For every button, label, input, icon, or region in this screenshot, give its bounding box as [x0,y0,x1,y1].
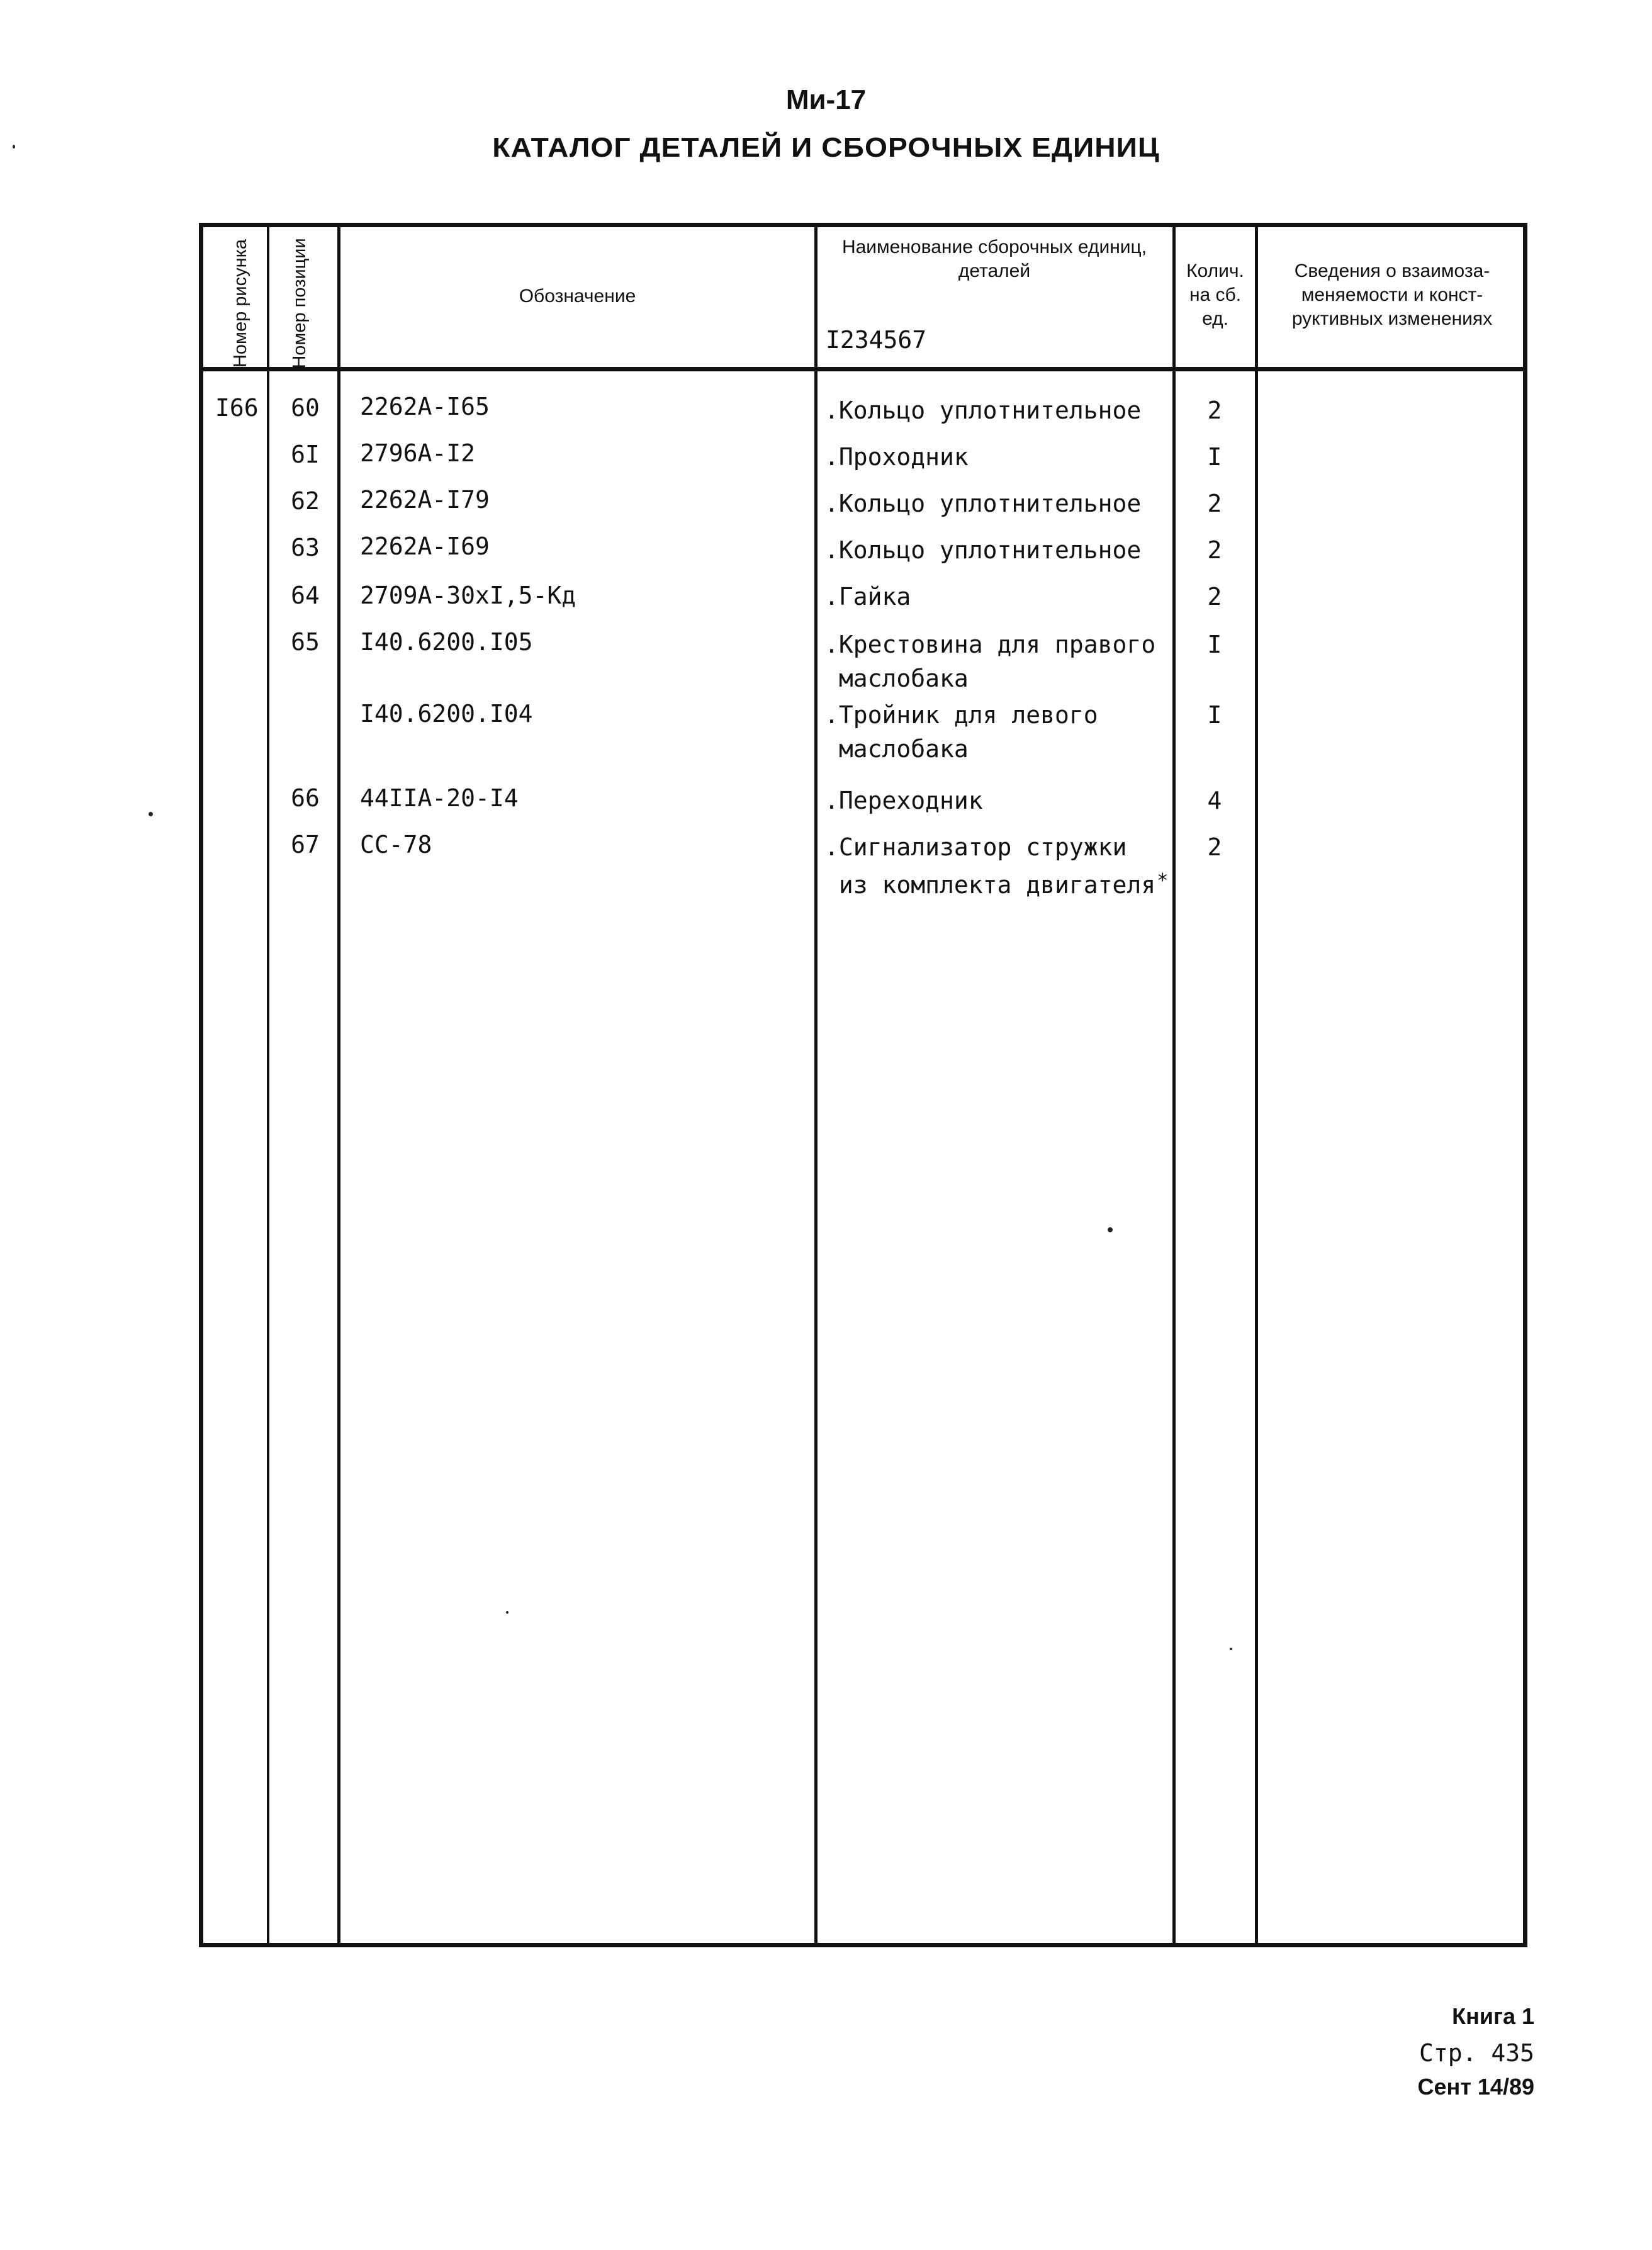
cell-quantity: 4 [1207,787,1222,814]
header-designation: Обозначение [519,286,636,307]
cell-quantity: I [1207,631,1222,658]
cell-designation: 2709A-30xI,5-Кд [360,582,576,609]
cell-name: .Кольцо уплотнительное [824,397,1142,424]
cell-designation: I40.6200.I04 [360,700,533,728]
cell-designation: I40.6200.I05 [360,628,533,656]
cell-name: .Переходник [824,787,983,814]
column-divider [337,223,340,1947]
header-name: Наименование сборочных единиц, деталей [841,237,1147,281]
cell-quantity: I [1207,443,1222,471]
cell-position: 66 [291,784,320,812]
cell-name: .Кольцо уплотнительное [824,490,1142,517]
scan-speck [1230,1648,1232,1650]
cell-quantity: 2 [1207,397,1222,424]
cell-name: .Крестовина для правого [824,631,1156,658]
scan-speck [13,145,15,149]
footer-date: Сент 14/89 [1417,2074,1534,2100]
header-name-code: I234567 [826,326,927,354]
cell-designation: 2262A-I79 [360,486,490,514]
cell-name-continuation: маслобака [824,665,969,692]
table-header-divider [199,367,1527,371]
cell-name: .Тройник для левого [824,701,1098,729]
cell-quantity: 2 [1207,490,1222,517]
column-divider [267,223,269,1947]
cell-figure: I66 [215,394,259,422]
cell-quantity: 2 [1207,583,1222,610]
catalog-title: КАТАЛОГ ДЕТАЛЕЙ И СБОРОЧНЫХ ЕДИНИЦ [492,132,1160,163]
cell-designation: 2796A-I2 [360,439,476,467]
cell-quantity: 2 [1207,536,1222,564]
catalog-model-title: Ми-17 [785,84,867,115]
cell-name: .Кольцо уплотнительное [824,536,1142,564]
cell-name: .Проходник [824,443,969,471]
scan-speck [1108,1227,1113,1232]
header-quantity: Колич. на сб. ед. [1186,261,1244,329]
cell-position: 65 [291,628,320,656]
cell-position: 6I [291,441,320,468]
cell-designation: CC-78 [360,831,432,858]
cell-designation: 44IIA-20-I4 [360,784,519,812]
header-notes: Сведения о взаимоза- меняемости и конст- руктивных изменениях [1291,261,1493,329]
column-divider [814,223,818,1947]
cell-name-continuation [824,863,1168,903]
cell-name: .Сигнализатор стружки [824,833,1127,861]
cell-designation: 2262A-I69 [360,532,490,560]
parts-table [199,223,1527,1947]
cell-quantity: I [1207,701,1222,729]
header-figure-number: Номер рисунка [230,239,250,368]
header-position-number: Номер позиции [289,238,310,369]
cell-position: 62 [291,487,320,515]
cell-position: 60 [291,394,320,422]
footer-book: Книга 1 [1452,2003,1534,2029]
column-divider [1172,223,1176,1947]
scan-speck [149,812,153,816]
cell-position: 67 [291,831,320,858]
footnote-mark: * [1157,870,1169,892]
cell-position: 64 [291,582,320,609]
cell-name: .Гайка [824,583,911,610]
cell-position: 63 [291,534,320,561]
column-divider [1255,223,1258,1947]
cell-designation: 2262A-I65 [360,393,490,420]
footer-page: Стр. 435 [1419,2039,1534,2067]
cell-name-text: из комплекта двигателя [824,871,1156,899]
cell-name-continuation: маслобака [824,735,969,763]
scan-speck [506,1611,509,1614]
cell-quantity: 2 [1207,833,1222,861]
